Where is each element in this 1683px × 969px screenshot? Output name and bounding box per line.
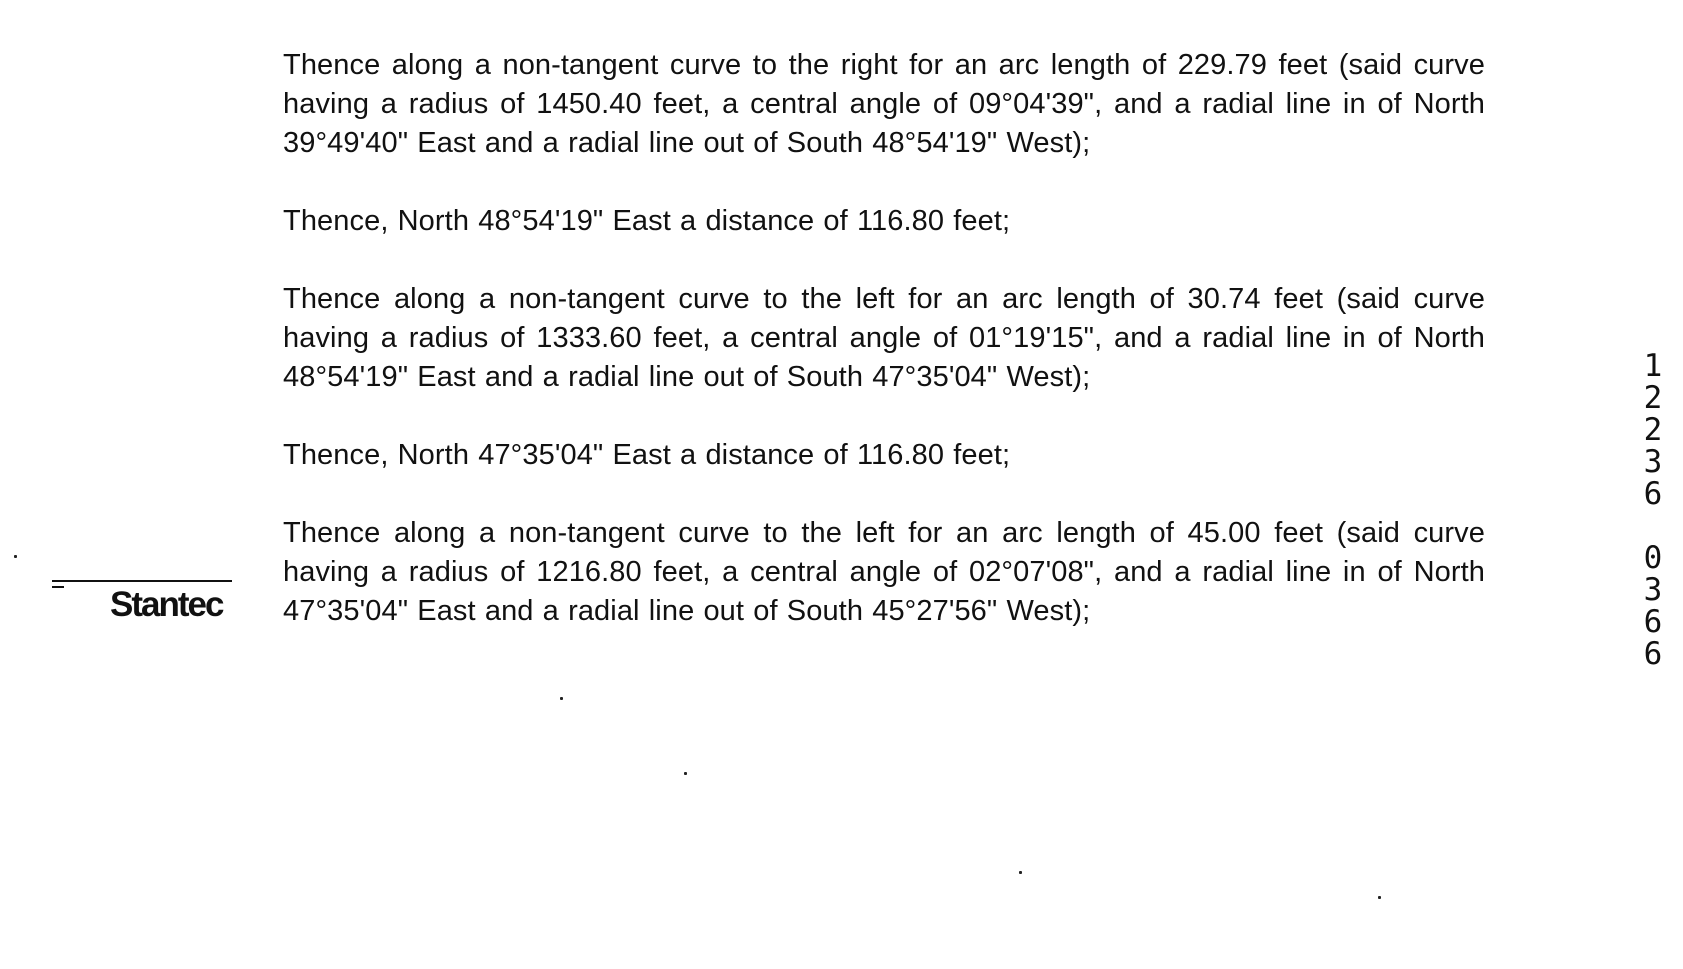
- doc-digit-gap: [1633, 510, 1673, 542]
- stantec-logo: Stantec: [110, 585, 223, 624]
- logo-rule-line: [52, 580, 232, 582]
- doc-digit: 2: [1643, 412, 1663, 448]
- doc-digit: 6: [1643, 476, 1663, 512]
- doc-digit: 1: [1643, 348, 1663, 384]
- scan-speck: [1378, 896, 1381, 899]
- doc-digit: 6: [1643, 604, 1663, 640]
- scan-speck: [684, 772, 687, 775]
- doc-digit: 3: [1643, 572, 1663, 608]
- paragraph-north-48-line: Thence, North 48°54'19" East a distance of 116.80 feet;: [283, 205, 1011, 237]
- paragraph-north-47-line: Thence, North 47°35'04" East a distance of 116.80 feet;: [283, 439, 1011, 471]
- logo-rule-tick: [52, 586, 64, 588]
- scan-speck: [14, 555, 17, 558]
- doc-digit: 2: [1643, 380, 1663, 416]
- paragraph-curve-left-45: Thence along a non-tangent curve to the left for an arc length of 45.00 feet (said curve having a radius of 1216.80 feet, a central angle of 02°07'08", and a radial line in of North 47°35'04" East and a radial line out of South 45°27'56" West);: [283, 517, 1485, 627]
- doc-digit: 0: [1643, 540, 1663, 576]
- scan-speck: [560, 697, 563, 700]
- paragraph-curve-left-30: Thence along a non-tangent curve to the left for an arc length of 30.74 feet (said curve having a radius of 1333.60 feet, a central angle of 01°19'15", and a radial line in of North 48°54'19" East and a radial line out of South 47°35'04" West);: [283, 283, 1485, 393]
- scan-speck: [1019, 871, 1022, 874]
- paragraph-curve-right-229: Thence along a non-tangent curve to the right for an arc length of 229.79 feet (said curve having a radius of 1450.40 feet, a central angle of 09°04'39", and a radial line in of North 39°49'40" East and a radial line out of South 48°54'19" West);: [283, 49, 1485, 159]
- doc-digit: 6: [1643, 636, 1663, 672]
- document-number-vertical: [1633, 350, 1673, 670]
- doc-digit: 3: [1643, 444, 1663, 480]
- legal-description-body: [283, 46, 1485, 670]
